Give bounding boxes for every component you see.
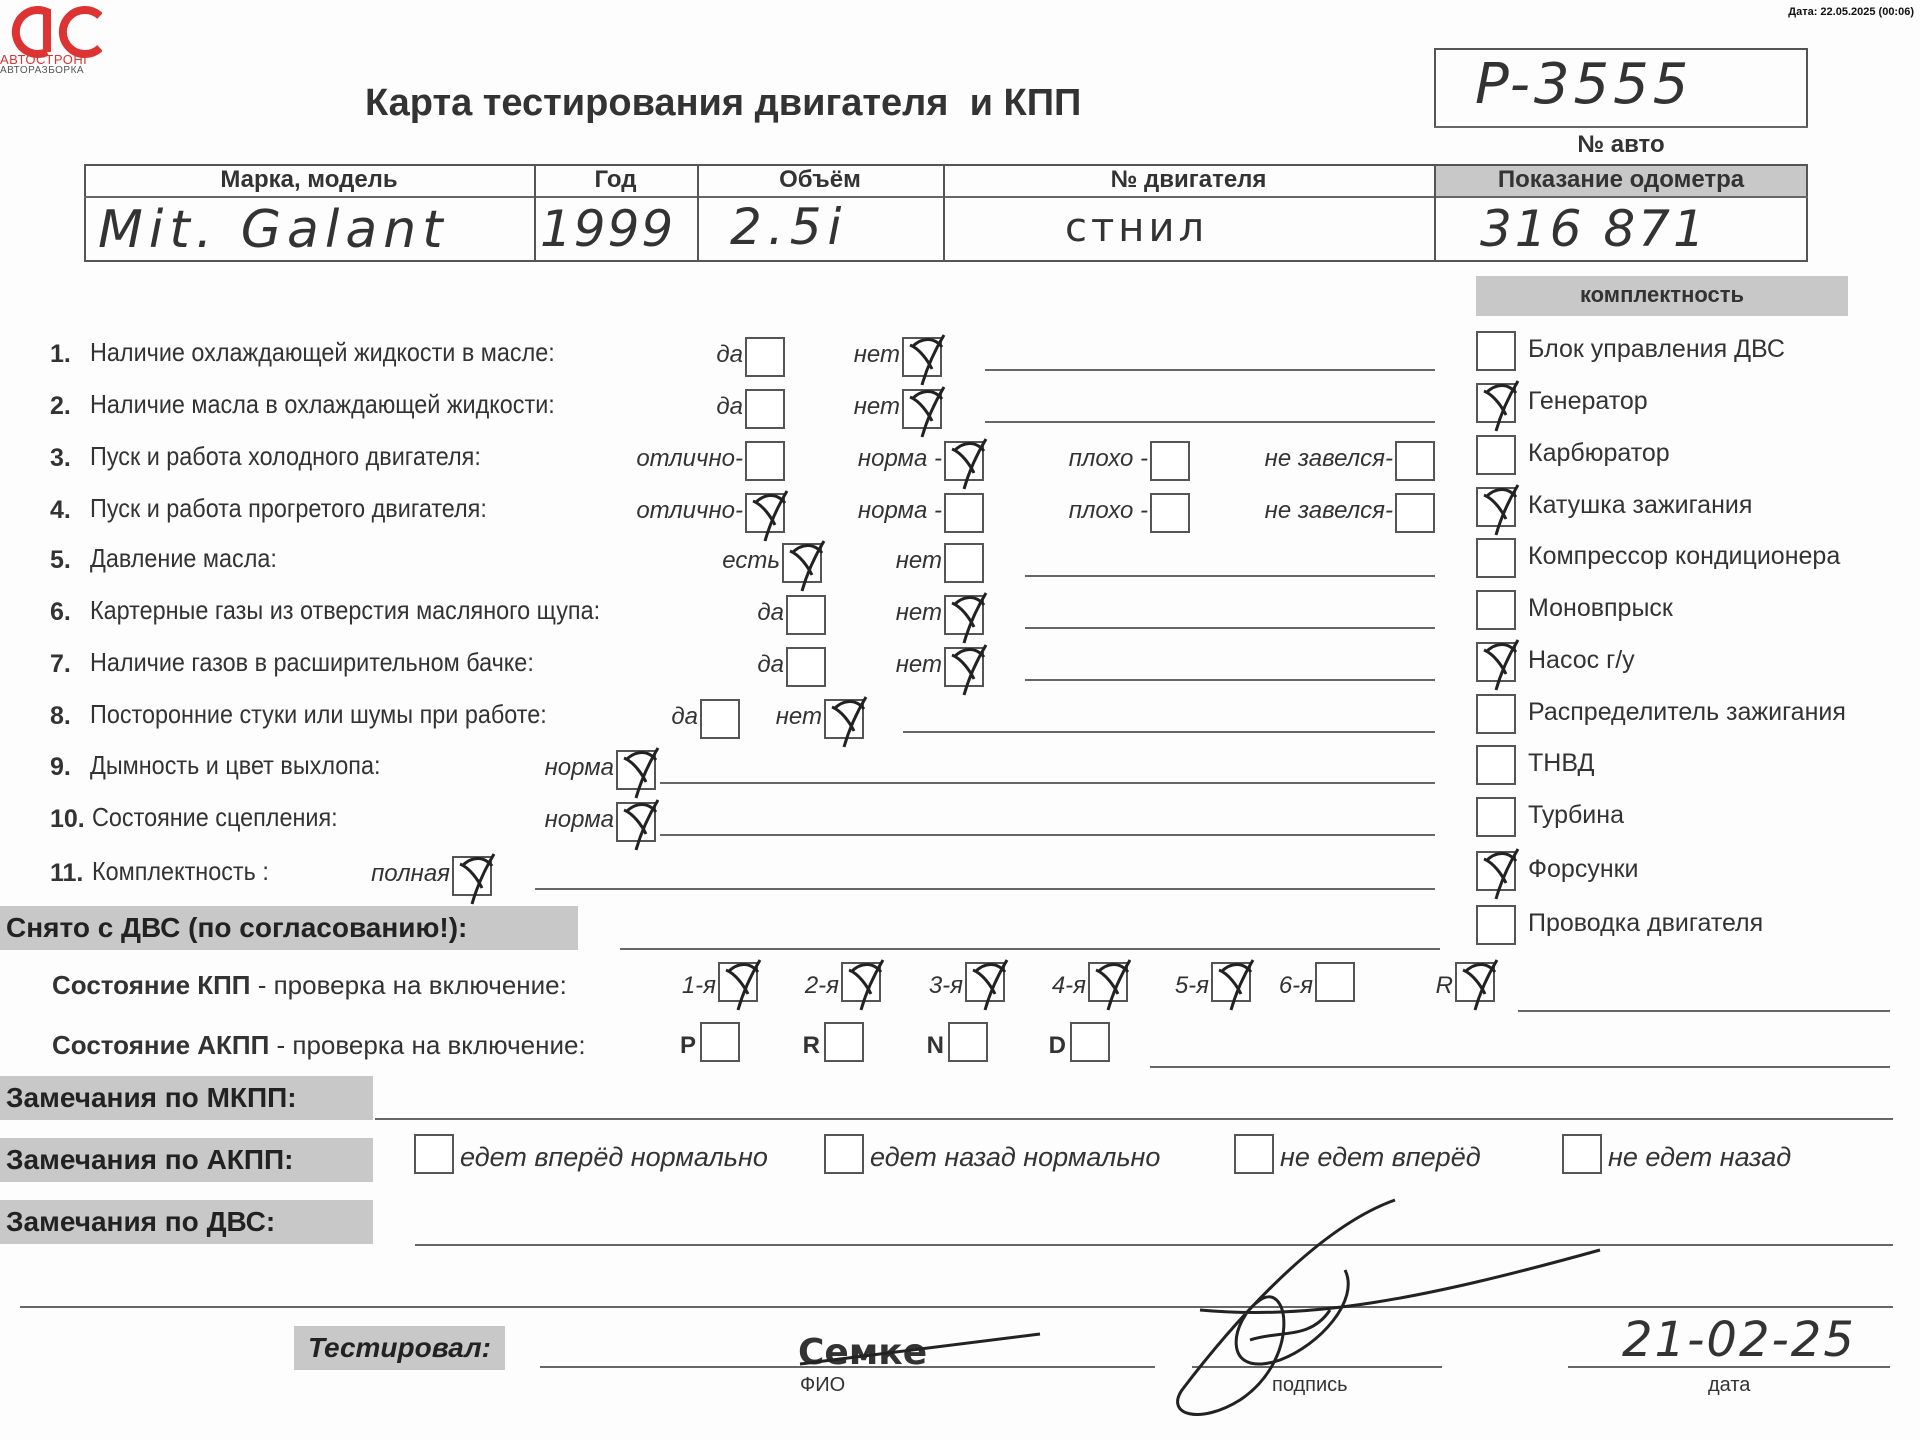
kit-item-label: Форсунки: [1528, 855, 1639, 883]
check-mark-icon: [1455, 952, 1505, 1012]
question-option-label: да: [757, 599, 784, 626]
question-option-checkbox[interactable]: [745, 493, 785, 533]
question-option-checkbox[interactable]: [745, 389, 785, 429]
remarks-dvs-label: Замечания по ДВС:: [0, 1200, 373, 1244]
question-option-checkbox[interactable]: [786, 647, 826, 687]
auto-gear-checkbox[interactable]: [824, 1022, 864, 1062]
question-comment-line[interactable]: [1025, 627, 1435, 629]
tested-label: Тестировал:: [294, 1326, 505, 1370]
question-option-label: не завелся-: [1264, 497, 1393, 524]
question-comment-line[interactable]: [1025, 679, 1435, 681]
check-mark-icon: [1211, 952, 1261, 1012]
akpp-remark-label: не едет вперёд: [1280, 1142, 1481, 1172]
manual-gear-label: 1-я: [681, 972, 716, 999]
question-option-label: плохо -: [1068, 497, 1148, 524]
manual-gearbox-label: [52, 970, 567, 1001]
kit-item-label: Проводка двигателя: [1528, 909, 1764, 937]
engine-no-value: стнил: [1065, 205, 1209, 251]
question-option-label: нет: [853, 341, 900, 368]
manual-gear-checkbox[interactable]: [1455, 962, 1495, 1002]
kit-title: комплектность: [1579, 282, 1745, 307]
question-option-checkbox[interactable]: [452, 856, 492, 896]
akpp-remark-checkbox[interactable]: [1234, 1134, 1274, 1174]
fio-label: ФИО: [800, 1374, 846, 1396]
akpp-remark-label: едет вперёд нормально: [460, 1142, 768, 1172]
check-mark-icon: [616, 740, 666, 800]
kit-item-checkbox[interactable]: [1476, 487, 1516, 527]
akpp-remark-checkbox[interactable]: [824, 1134, 864, 1174]
question-comment-line[interactable]: [535, 888, 1435, 890]
volume-label: Объём: [779, 166, 861, 193]
removed-line[interactable]: [620, 948, 1440, 950]
question-option-checkbox[interactable]: [745, 337, 785, 377]
question-option-checkbox[interactable]: [902, 389, 942, 429]
question-text: Пуск и работа прогретого двигателя:: [90, 493, 487, 523]
check-mark-icon: [782, 533, 832, 593]
auto-gearbox-label: [52, 1030, 586, 1061]
page-title: Карта тестирования двигателя и КПП: [365, 82, 1082, 124]
question-option-checkbox[interactable]: [745, 441, 785, 481]
question-option-label: да: [757, 651, 784, 678]
car-number-value: P-3555: [1475, 52, 1693, 117]
question-option-checkbox[interactable]: [944, 543, 984, 583]
kit-item-checkbox[interactable]: [1476, 851, 1516, 891]
auto-gear-checkbox[interactable]: [700, 1022, 740, 1062]
question-option-label: отлично-: [636, 497, 743, 524]
auto-gear-checkbox[interactable]: [1070, 1022, 1110, 1062]
car-number-label: № авто: [1577, 131, 1665, 158]
question-number: 4.: [50, 496, 71, 524]
kit-item-checkbox[interactable]: [1476, 642, 1516, 682]
kit-item-label: Моновпрыск: [1528, 594, 1673, 622]
question-option-checkbox[interactable]: [944, 493, 984, 533]
check-mark-icon: [841, 952, 891, 1012]
manual-gearbox-rest: - проверка на включение:: [250, 970, 567, 1000]
kit-item-label: Блок управления ДВС: [1528, 335, 1785, 363]
kit-item-label: Компрессор кондиционера: [1528, 542, 1841, 570]
signature-label: подпись: [1272, 1374, 1348, 1396]
kit-item-label: Карбюратор: [1528, 439, 1670, 467]
akpp-remark-label: едет назад нормально: [870, 1142, 1161, 1172]
auto-gear-checkbox[interactable]: [948, 1022, 988, 1062]
question-option-label: есть: [722, 547, 780, 574]
question-option-label: норма -: [857, 497, 942, 524]
engine-no-label: № двигателя: [1110, 166, 1267, 193]
question-number: 10.: [50, 805, 85, 833]
question-number: 11.: [50, 859, 84, 887]
kit-item-checkbox[interactable]: [1476, 590, 1516, 630]
question-text: Посторонние стуки или шумы при работе:: [90, 699, 547, 729]
question-option-label: отлично-: [636, 445, 743, 472]
question-option-label: плохо -: [1068, 445, 1148, 472]
check-mark-icon: [1476, 477, 1526, 537]
question-option-label: нет: [775, 703, 822, 730]
signature-mark: [1160, 1190, 1620, 1420]
question-text: Наличие масла в охлаждающей жидкости:: [90, 389, 555, 419]
date-value: 21-02-25: [1622, 1312, 1856, 1368]
kit-item-checkbox[interactable]: [1476, 797, 1516, 837]
question-number: 8.: [50, 702, 71, 730]
question-text: Состояние сцепления:: [92, 802, 338, 832]
akpp-remark-label: не едет назад: [1608, 1142, 1792, 1172]
vehicle-table-header-line: [84, 196, 1808, 198]
odometer-label: Показание одометра: [1497, 166, 1745, 193]
question-comment-line[interactable]: [903, 731, 1435, 733]
manual-gear-label: 5-я: [1174, 972, 1209, 999]
question-option-checkbox[interactable]: [700, 699, 740, 739]
question-text: Наличие охлаждающей жидкости в масле:: [90, 337, 555, 367]
question-text: Дымность и цвет выхлопа:: [90, 750, 381, 780]
auto-gearbox-bold: Состояние АКПП: [52, 1030, 270, 1060]
manual-gear-label: R: [1435, 972, 1453, 999]
question-option-label: да: [716, 393, 743, 420]
question-text: Пуск и работа холодного двигателя:: [90, 441, 481, 471]
check-mark-icon: [944, 431, 994, 491]
manual-gear-label: 6-я: [1278, 972, 1313, 999]
kit-item-label: Катушка зажигания: [1528, 491, 1753, 519]
question-option-label: полная: [371, 860, 450, 887]
check-mark-icon: [616, 792, 666, 852]
check-mark-icon: [965, 952, 1015, 1012]
question-option-checkbox[interactable]: [1150, 493, 1190, 533]
kit-item-label: Генератор: [1528, 387, 1648, 415]
question-option-label: нет: [895, 599, 942, 626]
question-number: 3.: [50, 444, 71, 472]
check-mark-icon: [902, 379, 952, 439]
check-mark-icon: [745, 483, 795, 543]
auto-gear-label: P: [679, 1032, 696, 1059]
check-mark-icon: [1476, 632, 1526, 692]
auto-gearbox-rest: - проверка на включение:: [269, 1030, 586, 1060]
kit-item-checkbox[interactable]: [1476, 694, 1516, 734]
manual-gear-checkbox[interactable]: [718, 962, 758, 1002]
make-value: Mit. Galant: [98, 200, 449, 260]
kit-item-label: Насос г/у: [1528, 646, 1635, 674]
check-mark-icon: [1476, 373, 1526, 433]
question-option-label: норма: [544, 806, 614, 833]
logo-text-sub: АВТОРАЗБОРКА: [0, 65, 85, 76]
question-text: Наличие газов в расширительном бачке:: [90, 647, 534, 677]
kit-item-label: Турбина: [1528, 801, 1624, 829]
check-mark-icon: [944, 637, 994, 697]
question-comment-line[interactable]: [1025, 575, 1435, 577]
question-option-checkbox[interactable]: [902, 337, 942, 377]
akpp-remark-checkbox[interactable]: [1562, 1134, 1602, 1174]
print-date: Дата: 22.05.2025 (00:06): [1788, 6, 1914, 18]
question-number: 5.: [50, 546, 71, 574]
manual-gear-label: 4-я: [1051, 972, 1086, 999]
question-comment-line[interactable]: [985, 421, 1435, 423]
remarks-akpp-label: Замечания по АКПП:: [0, 1138, 373, 1182]
question-option-checkbox[interactable]: [944, 441, 984, 481]
auto-gear-label: D: [1048, 1032, 1066, 1059]
question-option-checkbox[interactable]: [1395, 441, 1435, 481]
manual-gear-checkbox[interactable]: [1088, 962, 1128, 1002]
question-number: 1.: [50, 340, 71, 368]
manual-gear-label: 3-я: [928, 972, 963, 999]
question-text: Давление масла:: [90, 543, 277, 573]
manual-gear-checkbox[interactable]: [1211, 962, 1251, 1002]
fio-value: Семке: [798, 1332, 928, 1373]
question-option-checkbox[interactable]: [944, 647, 984, 687]
question-option-label: нет: [895, 651, 942, 678]
question-option-checkbox[interactable]: [824, 699, 864, 739]
question-comment-line[interactable]: [660, 834, 1435, 836]
question-comment-line[interactable]: [660, 782, 1435, 784]
kit-item-checkbox[interactable]: [1476, 383, 1516, 423]
logo-text-name: АВТОСТРОНГ: [0, 52, 91, 67]
manual-gearbox-bold: Состояние КПП: [52, 970, 251, 1000]
check-mark-icon: [824, 689, 874, 749]
year-label: Год: [594, 166, 637, 193]
odometer-value: 316 871: [1480, 200, 1708, 258]
question-option-label: да: [716, 341, 743, 368]
remarks-mkpp-label: Замечания по МКПП:: [0, 1076, 373, 1120]
manual-gear-label: 2-я: [804, 972, 839, 999]
check-mark-icon: [1088, 952, 1138, 1012]
question-option-checkbox[interactable]: [1395, 493, 1435, 533]
manual-gear-checkbox[interactable]: [841, 962, 881, 1002]
question-option-label: норма: [544, 754, 614, 781]
question-comment-line[interactable]: [985, 369, 1435, 371]
question-number: 6.: [50, 598, 71, 626]
question-option-checkbox[interactable]: [616, 802, 656, 842]
check-mark-icon: [902, 327, 952, 387]
kit-item-label: ТНВД: [1528, 749, 1595, 777]
auto-gearbox-line[interactable]: [1150, 1066, 1890, 1068]
question-option-checkbox[interactable]: [786, 595, 826, 635]
kit-item-checkbox[interactable]: [1476, 435, 1516, 475]
question-text: Картерные газы из отверстия масляного щупа:: [90, 595, 601, 625]
question-number: 2.: [50, 392, 71, 420]
question-option-label: норма -: [857, 445, 942, 472]
question-option-checkbox[interactable]: [944, 595, 984, 635]
akpp-remark-checkbox[interactable]: [414, 1134, 454, 1174]
question-text: Комплектность :: [92, 856, 269, 886]
remarks-mkpp-line[interactable]: [375, 1118, 1893, 1120]
check-mark-icon: [1476, 841, 1526, 901]
manual-gearbox-line[interactable]: [1518, 1010, 1890, 1012]
question-option-checkbox[interactable]: [782, 543, 822, 583]
kit-item-checkbox[interactable]: [1476, 905, 1516, 945]
kit-item-label: Распределитель зажигания: [1528, 698, 1846, 726]
kit-item-checkbox[interactable]: [1476, 331, 1516, 371]
auto-gear-label: N: [926, 1032, 944, 1059]
check-mark-icon: [944, 585, 994, 645]
kit-item-checkbox[interactable]: [1476, 745, 1516, 785]
fio-strike-mark: [790, 1326, 1050, 1376]
remarks-dvs-line[interactable]: [415, 1244, 1893, 1246]
manual-gear-checkbox[interactable]: [965, 962, 1005, 1002]
question-option-checkbox[interactable]: [616, 750, 656, 790]
manual-gear-checkbox[interactable]: [1315, 962, 1355, 1002]
removed-label: Снято с ДВС (по согласованию!):: [0, 906, 578, 950]
year-value: 1999: [540, 200, 676, 258]
date-label: дата: [1708, 1374, 1751, 1396]
question-option-label: да: [671, 703, 698, 730]
car-number-divider: [1434, 126, 1808, 128]
volume-value: 2.5i: [730, 198, 848, 256]
question-option-label: нет: [853, 393, 900, 420]
question-number: 7.: [50, 650, 71, 678]
make-label: Марка, модель: [220, 166, 398, 193]
kit-item-checkbox[interactable]: [1476, 538, 1516, 578]
question-option-label: нет: [895, 547, 942, 574]
check-mark-icon: [718, 952, 768, 1012]
question-number: 9.: [50, 753, 71, 781]
check-mark-icon: [452, 846, 502, 906]
question-option-label: не завелся-: [1264, 445, 1393, 472]
auto-gear-label: R: [802, 1032, 820, 1059]
question-option-checkbox[interactable]: [1150, 441, 1190, 481]
